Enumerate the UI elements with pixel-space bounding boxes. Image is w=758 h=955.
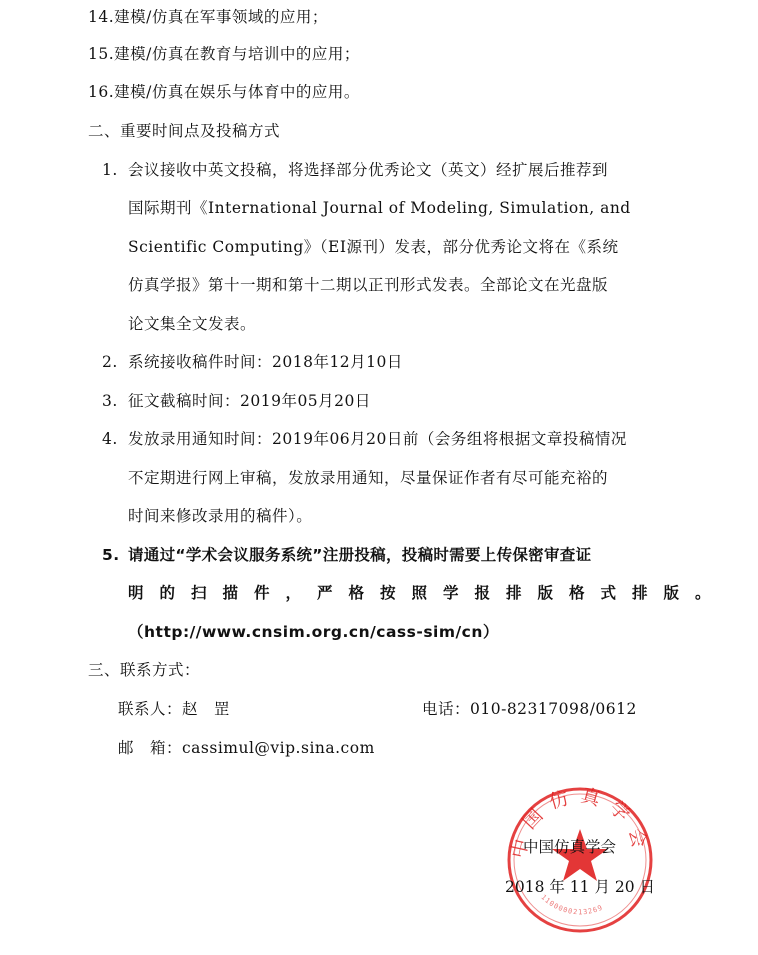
item-num: 4. xyxy=(102,430,118,448)
item-4-line: 不定期进行网上审稿，发放录用通知，尽量保证作者有尽可能充裕的 xyxy=(128,469,609,487)
submission-url: （http://www.cnsim.org.cn/cass-sim/cn） xyxy=(128,623,499,641)
item-5-line: 请通过“学术会议服务系统”注册投稿，投稿时需要上传保密审查证 xyxy=(128,546,592,564)
item-3-text: 征文截稿时间：2019年05月20日 xyxy=(128,392,371,410)
topic-item-15 xyxy=(88,43,360,65)
item-num: 2. xyxy=(102,353,118,371)
signature-date: 2018 年 11 月 20 日 xyxy=(505,878,656,896)
item-4-line: 发放录用通知时间：2019年06月20日前（会务组将根据文章投稿情况 xyxy=(128,430,627,448)
item-1-line: 论文集全文发表。 xyxy=(128,315,257,333)
seal-arc-text: 中国仿真学会 xyxy=(507,785,653,861)
signature-org: 中国仿真学会 xyxy=(523,838,617,856)
contact-phone: 电话：010-82317098/0612 xyxy=(422,700,637,718)
topic-text: 建模/仿真在教育与培训中的应用； xyxy=(114,45,360,63)
section-heading: 三、联系方式： xyxy=(88,661,201,679)
topic-item-14 xyxy=(88,6,328,28)
topic-text: 建模/仿真在娱乐与体育中的应用。 xyxy=(114,83,360,101)
topic-num: 16. xyxy=(88,83,115,101)
item-4-line: 时间来修改录用的稿件）。 xyxy=(128,507,313,525)
section-heading: 二、重要时间点及投稿方式 xyxy=(88,122,281,140)
item-1-line: 仿真学报》第十一期和第十二期以正刊形式发表。全部论文在光盘版 xyxy=(128,276,609,294)
item-1-line: 会议接收中英文投稿，将选择部分优秀论文（英文）经扩展后推荐到 xyxy=(128,161,609,179)
item-num: 5. xyxy=(102,546,120,564)
item-2-text: 系统接收稿件时间：2018年12月10日 xyxy=(128,353,403,371)
item-5-line: 明的扫描件，严格按照学报排版格式排版。 xyxy=(128,584,727,602)
item-1-line: 国际期刊《International Journal of Modeling, Simulation, and xyxy=(128,199,631,217)
item-num: 3. xyxy=(102,392,118,410)
topic-item-16 xyxy=(88,81,360,103)
seal-number: 1100000213269 xyxy=(539,893,605,917)
topic-num: 14. xyxy=(88,8,115,26)
topic-text: 建模/仿真在军事领域的应用； xyxy=(114,8,328,26)
official-seal-icon xyxy=(505,785,655,935)
contact-email: 邮 箱：cassimul@vip.sina.com xyxy=(118,739,375,757)
contact-person: 联系人：赵 罡 xyxy=(118,700,231,718)
item-num: 1. xyxy=(102,161,118,179)
topic-num: 15. xyxy=(88,45,115,63)
item-1-line: Scientific Computing》（EI源刊）发表，部分优秀论文将在《系统 xyxy=(128,238,619,256)
